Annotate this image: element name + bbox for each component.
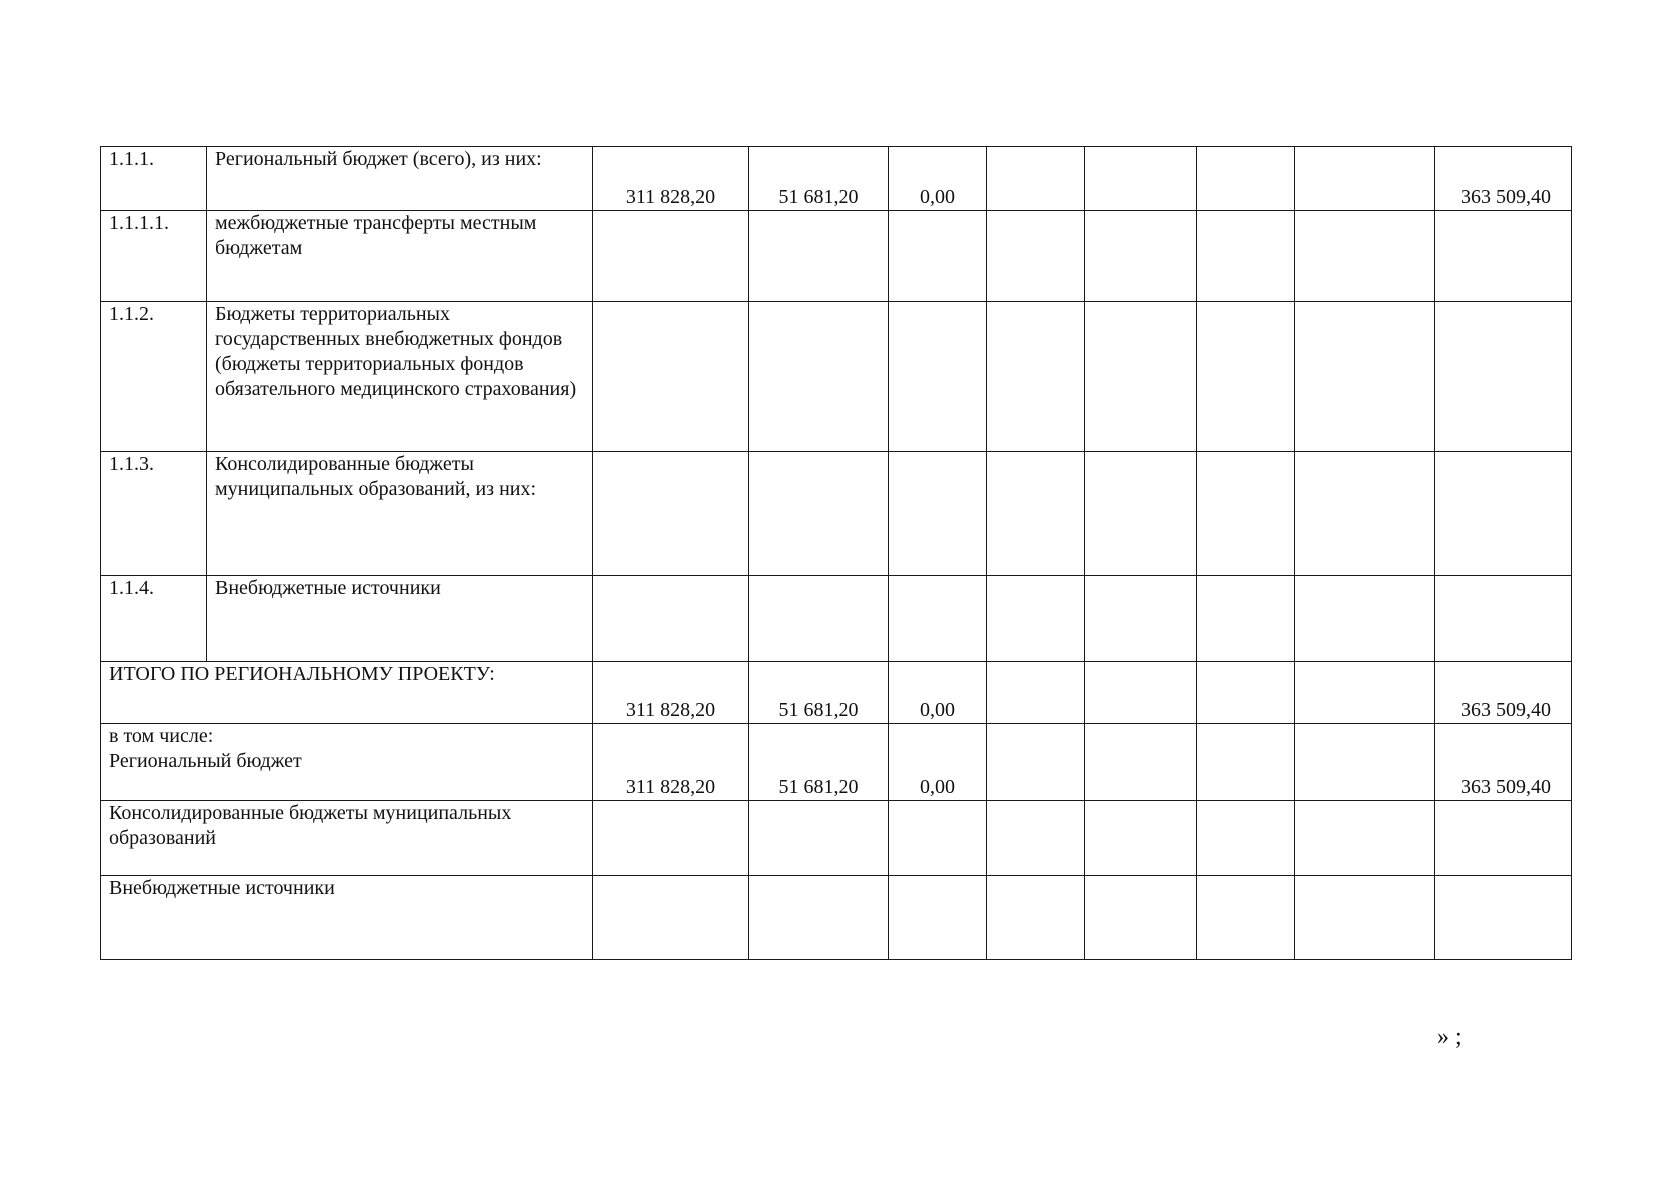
table-row bbox=[101, 302, 1572, 452]
row-name: Бюджеты территориальных государственных внебюджетных фондов (бюджеты территориальных фондов обязательного медицинского страхования) bbox=[207, 302, 593, 452]
summary-label-line: в том числе: bbox=[109, 725, 214, 747]
summary-label bbox=[101, 724, 593, 801]
value-cell bbox=[1295, 876, 1435, 960]
value-cell bbox=[749, 576, 889, 662]
value-cell bbox=[987, 576, 1085, 662]
value-cell bbox=[987, 147, 1085, 211]
value-cell bbox=[987, 302, 1085, 452]
total-cell bbox=[1435, 801, 1572, 876]
value-cell: 0,00 bbox=[889, 147, 987, 211]
row-name: Региональный бюджет (всего), из них: bbox=[207, 147, 593, 211]
row-number: 1.1.4. bbox=[101, 576, 207, 662]
value-cell bbox=[593, 576, 749, 662]
total-cell bbox=[1435, 452, 1572, 576]
row-number: 1.1.3. bbox=[101, 452, 207, 576]
table-row bbox=[101, 576, 1572, 662]
value-cell bbox=[987, 452, 1085, 576]
value-cell bbox=[1295, 662, 1435, 724]
value-cell bbox=[987, 211, 1085, 302]
value-cell bbox=[1197, 211, 1295, 302]
summary-label: Внебюджетные источники bbox=[101, 876, 593, 960]
value-cell bbox=[889, 211, 987, 302]
value-cell bbox=[1197, 302, 1295, 452]
value-cell bbox=[1295, 452, 1435, 576]
value-cell bbox=[1197, 801, 1295, 876]
value-cell bbox=[987, 662, 1085, 724]
table-row bbox=[101, 147, 1572, 211]
summary-row bbox=[101, 724, 1572, 801]
summary-row bbox=[101, 801, 1572, 876]
summary-label: Консолидированные бюджеты муниципальных образований bbox=[101, 801, 593, 876]
table-row bbox=[101, 452, 1572, 576]
value-cell bbox=[1197, 147, 1295, 211]
total-cell bbox=[1435, 302, 1572, 452]
value-cell bbox=[593, 801, 749, 876]
value-cell bbox=[1295, 147, 1435, 211]
value-cell bbox=[1197, 876, 1295, 960]
value-cell: 0,00 bbox=[889, 662, 987, 724]
value-cell bbox=[1295, 801, 1435, 876]
row-name: межбюджетные трансферты местным бюджетам bbox=[207, 211, 593, 302]
value-cell bbox=[1085, 801, 1197, 876]
total-cell bbox=[1435, 211, 1572, 302]
value-cell bbox=[1085, 452, 1197, 576]
value-cell bbox=[889, 876, 987, 960]
value-cell bbox=[1197, 724, 1295, 801]
summary-row bbox=[101, 662, 1572, 724]
budget-table bbox=[100, 146, 1572, 960]
value-cell bbox=[749, 302, 889, 452]
value-cell: 311 828,20 bbox=[593, 724, 749, 801]
total-cell: 363 509,40 bbox=[1435, 724, 1572, 801]
summary-row bbox=[101, 876, 1572, 960]
summary-label-line: Региональный бюджет bbox=[109, 750, 302, 772]
summary-label: ИТОГО ПО РЕГИОНАЛЬНОМУ ПРОЕКТУ: bbox=[101, 662, 593, 724]
row-number: 1.1.1. bbox=[101, 147, 207, 211]
total-cell: 363 509,40 bbox=[1435, 662, 1572, 724]
table-row bbox=[101, 211, 1572, 302]
value-cell bbox=[1085, 724, 1197, 801]
total-cell bbox=[1435, 876, 1572, 960]
value-cell bbox=[889, 576, 987, 662]
value-cell bbox=[987, 876, 1085, 960]
value-cell bbox=[1085, 147, 1197, 211]
value-cell: 51 681,20 bbox=[749, 147, 889, 211]
value-cell bbox=[749, 876, 889, 960]
value-cell bbox=[987, 724, 1085, 801]
value-cell bbox=[1295, 211, 1435, 302]
row-number: 1.1.2. bbox=[101, 302, 207, 452]
total-cell: 363 509,40 bbox=[1435, 147, 1572, 211]
value-cell bbox=[593, 452, 749, 576]
value-cell bbox=[1295, 302, 1435, 452]
value-cell bbox=[889, 302, 987, 452]
value-cell bbox=[1085, 211, 1197, 302]
value-cell bbox=[1197, 576, 1295, 662]
value-cell bbox=[889, 801, 987, 876]
row-name: Консолидированные бюджеты муниципальных образований, из них: bbox=[207, 452, 593, 576]
value-cell bbox=[1085, 876, 1197, 960]
value-cell bbox=[1085, 576, 1197, 662]
total-cell bbox=[1435, 576, 1572, 662]
value-cell bbox=[889, 452, 987, 576]
value-cell bbox=[593, 876, 749, 960]
row-name: Внебюджетные источники bbox=[207, 576, 593, 662]
value-cell bbox=[1197, 452, 1295, 576]
value-cell bbox=[749, 801, 889, 876]
value-cell: 311 828,20 bbox=[593, 662, 749, 724]
value-cell bbox=[1295, 576, 1435, 662]
value-cell bbox=[1295, 724, 1435, 801]
value-cell bbox=[749, 211, 889, 302]
closing-quote-mark: » ; bbox=[1437, 1024, 1462, 1050]
value-cell bbox=[1197, 662, 1295, 724]
value-cell: 311 828,20 bbox=[593, 147, 749, 211]
value-cell bbox=[749, 452, 889, 576]
value-cell bbox=[593, 211, 749, 302]
value-cell bbox=[593, 302, 749, 452]
value-cell: 0,00 bbox=[889, 724, 987, 801]
value-cell bbox=[1085, 302, 1197, 452]
value-cell bbox=[987, 801, 1085, 876]
value-cell: 51 681,20 bbox=[749, 724, 889, 801]
row-number: 1.1.1.1. bbox=[101, 211, 207, 302]
value-cell: 51 681,20 bbox=[749, 662, 889, 724]
value-cell bbox=[1085, 662, 1197, 724]
